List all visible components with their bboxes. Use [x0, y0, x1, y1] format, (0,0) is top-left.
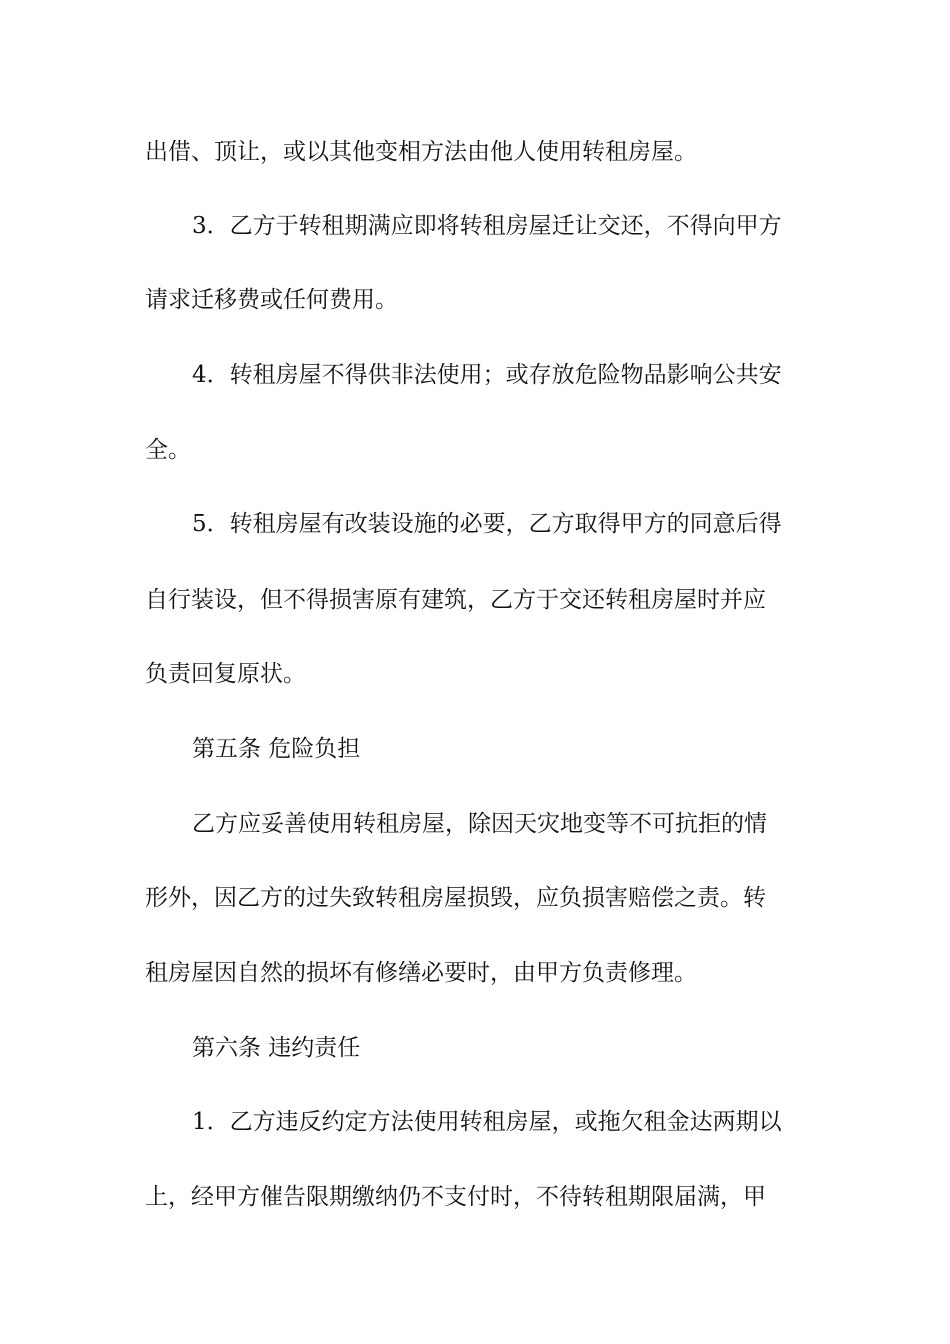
- text-line: 4．转租房屋不得供非法使用；或存放危险物品影响公共安: [192, 362, 782, 388]
- text-line: 5．转租房屋有改装设施的必要，乙方取得甲方的同意后得: [192, 511, 782, 537]
- text-line: 出借、顶让，或以其他变相方法由他人使用转租房屋。: [145, 139, 697, 165]
- text-line: 请求迁移费或任何费用。: [145, 287, 398, 313]
- text-line: 3．乙方于转租期满应即将转租房屋迁让交还，不得向甲方: [192, 213, 782, 239]
- text-line: 租房屋因自然的损坏有修缮必要时，由甲方负责修理。: [145, 960, 697, 986]
- section-heading: 第五条 危险负担: [192, 736, 361, 762]
- text-line: 上，经甲方催告限期缴纳仍不支付时，不待转租期限届满，甲: [145, 1184, 766, 1210]
- text-line: 全。: [145, 437, 191, 463]
- text-line: 1．乙方违反约定方法使用转租房屋，或拖欠租金达两期以: [192, 1109, 782, 1135]
- text-line: 自行装设，但不得损害原有建筑，乙方于交还转租房屋时并应: [145, 587, 766, 613]
- text-line: 负责回复原状。: [145, 661, 306, 687]
- section-heading: 第六条 违约责任: [192, 1035, 361, 1061]
- text-line: 形外，因乙方的过失致转租房屋损毁，应负损害赔偿之责。转: [145, 885, 766, 911]
- text-line: 乙方应妥善使用转租房屋，除因天灾地变等不可抗拒的情: [192, 811, 767, 837]
